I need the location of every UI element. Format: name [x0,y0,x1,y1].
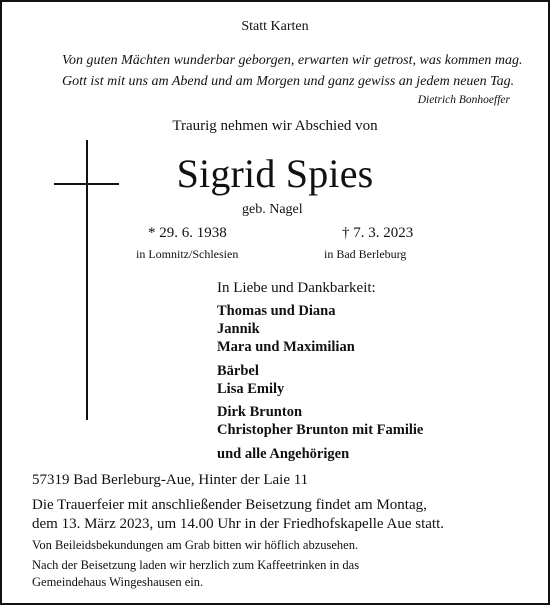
quote-line-1: Von guten Mächten wunderbar geborgen, erwarten wir getrost, was kommen mag. [62,53,523,68]
service-line-2: dem 13. März 2023, um 14.00 Uhr in der Friedhofskapelle Aue statt. [32,516,445,532]
family-address: 57319 Bad Berleburg-Aue, Hinter der Laie 11 [32,472,309,488]
deceased-name: Sigrid Spies [176,151,374,196]
mourner-name: Bärbel [217,363,259,379]
coffee-note-line-1: Nach der Beisetzung laden wir herzlich zum Kaffeetrinken in das [32,558,360,572]
heading-statt-karten: Statt Karten [241,19,309,34]
death-place: in Bad Berleburg [324,247,407,261]
service-line-1: Die Trauerfeier mit anschließender Beisetzung findet am Montag, [32,497,427,513]
mourner-name: Thomas und Diana [217,303,336,319]
mourner-name: Mara und Maximilian [217,339,355,355]
mourner-name: Dirk Brunton [217,404,303,420]
death-date: † 7. 3. 2023 [342,225,414,241]
coffee-note-line-2: Gemeindehaus Wingeshausen ein. [32,575,204,589]
mourners-label: In Liebe und Dankbarkeit: [217,280,376,296]
quote-line-2: Gott ist mit uns am Abend und am Morgen und ganz gewiss an jedem neuen Tag. [62,74,515,89]
mourner-name: und alle Angehörigen [217,446,350,462]
mourner-name: Lisa Emily [217,381,285,397]
maiden-name: geb. Nagel [242,202,303,217]
quote-author: Dietrich Bonhoeffer [417,94,510,106]
birth-place: in Lomnitz/Schlesien [136,247,239,261]
mourner-name: Jannik [217,321,260,337]
farewell-intro: Traurig nehmen wir Abschied von [172,118,378,134]
mourner-name: Christopher Brunton mit Familie [217,422,424,438]
condolence-note: Von Beileidsbekundungen am Grab bitten wir höflich abzusehen. [32,538,359,552]
birth-date: * 29. 6. 1938 [148,225,227,241]
